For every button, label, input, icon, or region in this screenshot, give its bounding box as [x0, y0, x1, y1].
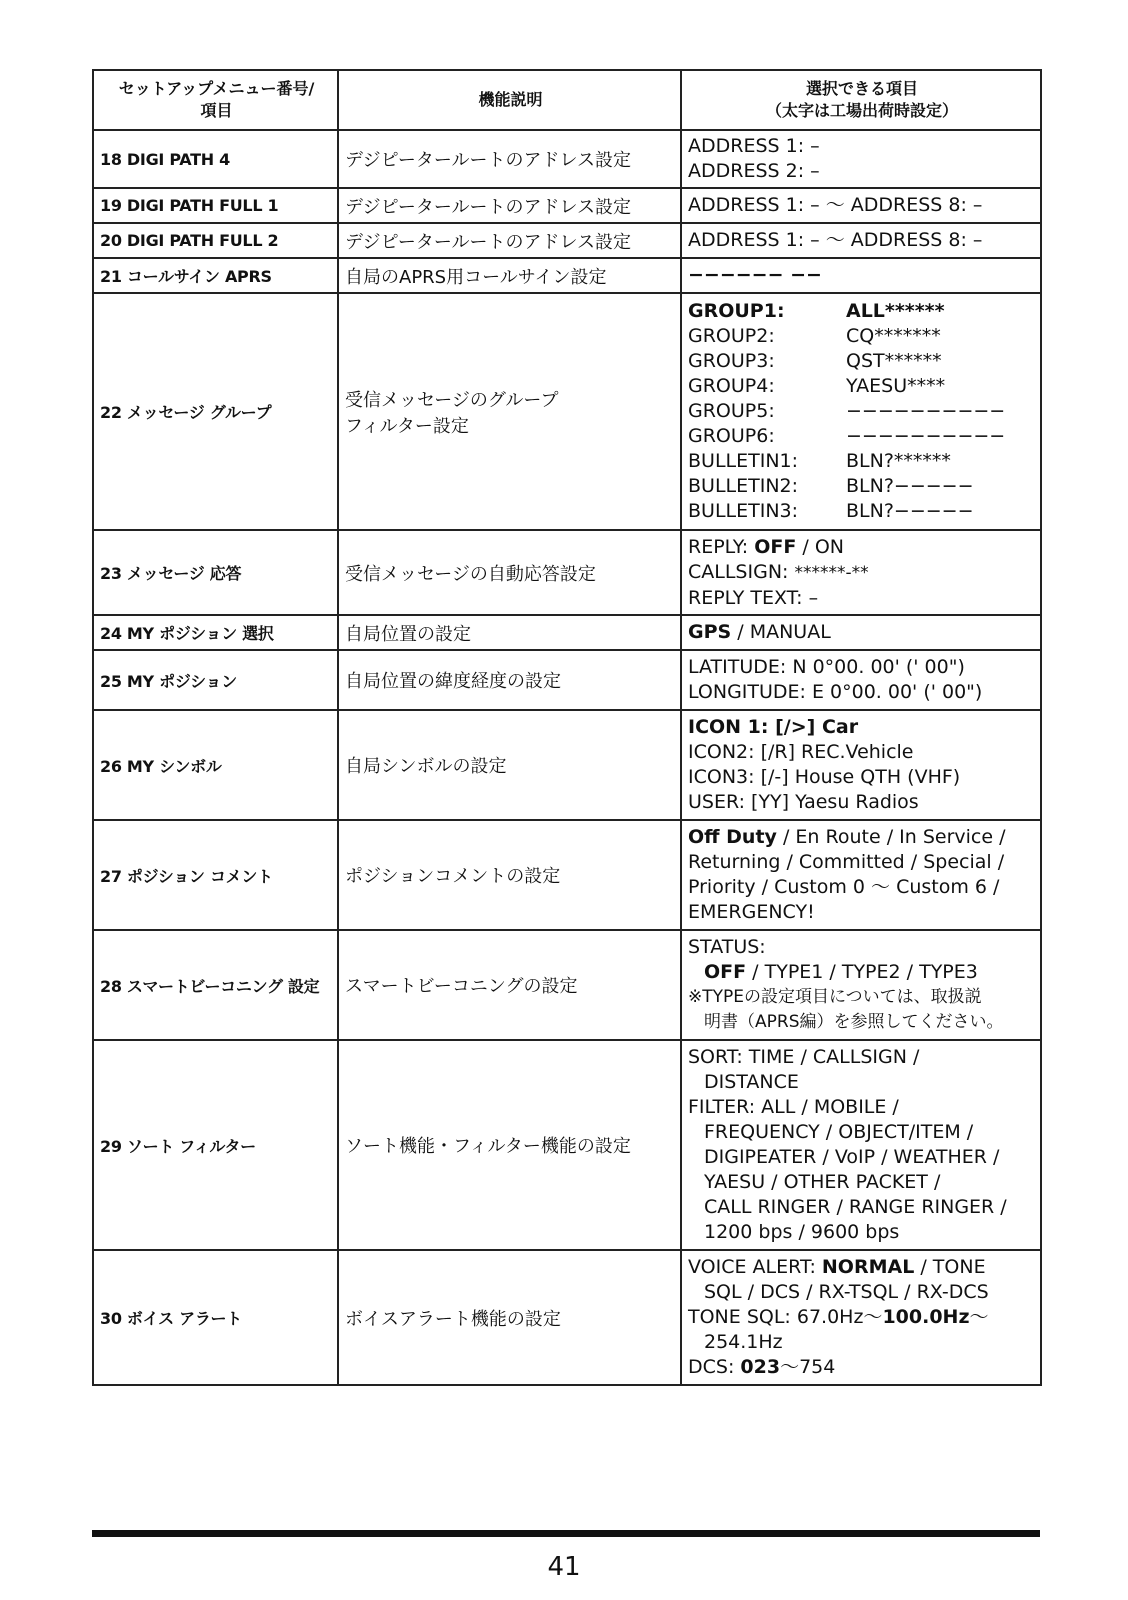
menu-item-options: VOICE ALERT: NORMAL / TONE SQL / DCS / RX-TSQL / RX-DCS TONE SQL: 67.0Hz～100.0Hz～ 254.1Hz DCS: 023～754	[681, 1250, 1041, 1385]
header-menu-number: セットアップメニュー番号/ 項目	[93, 70, 338, 130]
table-row	[93, 1250, 1041, 1385]
setup-menu-table	[92, 69, 1042, 1386]
menu-item-description: ポジションコメントの設定	[338, 820, 681, 930]
menu-item-name: 30 ボイス アラート	[93, 1250, 338, 1385]
menu-item-options: ADDRESS 1: – ～ ADDRESS 8: –	[681, 223, 1041, 258]
table-row	[93, 930, 1041, 1040]
menu-item-options: Off Duty / En Route / In Service / Returning / Committed / Special / Priority / Custom 0 ～ Custom 6 / EMERGENCY!	[681, 820, 1041, 930]
menu-item-name: 19 DIGI PATH FULL 1	[93, 188, 338, 223]
menu-item-options: ADDRESS 1: – ADDRESS 2: –	[681, 130, 1041, 188]
table-row	[93, 188, 1041, 223]
page-number: 41	[547, 1552, 581, 1582]
menu-item-description: 自局のAPRS用コールサイン設定	[338, 258, 681, 293]
menu-item-name: 21 コールサイン APRS	[93, 258, 338, 293]
table-row	[93, 130, 1041, 188]
table-row	[93, 258, 1041, 293]
menu-item-description: スマートビーコニングの設定	[338, 930, 681, 1040]
menu-item-name: 20 DIGI PATH FULL 2	[93, 223, 338, 258]
menu-item-description: 自局シンボルの設定	[338, 710, 681, 820]
header-options: 選択できる項目 （太字は工場出荷時設定）	[681, 70, 1041, 130]
menu-item-name: 26 MY シンボル	[93, 710, 338, 820]
footer-divider	[92, 1530, 1040, 1537]
table-row	[93, 223, 1041, 258]
menu-item-description: デジピータールートのアドレス設定	[338, 223, 681, 258]
menu-item-description: 自局位置の設定	[338, 615, 681, 650]
menu-item-name: 24 MY ポジション 選択	[93, 615, 338, 650]
table-row	[93, 615, 1041, 650]
menu-item-name: 25 MY ポジション	[93, 650, 338, 710]
table-row	[93, 820, 1041, 930]
table-row	[93, 710, 1041, 820]
menu-item-description: 受信メッセージのグループ フィルター設定	[338, 293, 681, 530]
menu-item-description: デジピータールートのアドレス設定	[338, 188, 681, 223]
menu-item-options	[681, 293, 1041, 530]
menu-item-options: GPS / MANUAL	[681, 615, 1041, 650]
menu-item-description: ソート機能・フィルター機能の設定	[338, 1040, 681, 1250]
menu-item-description: デジピータールートのアドレス設定	[338, 130, 681, 188]
menu-item-options: REPLY: OFF / ON CALLSIGN: ******-** REPLY TEXT: –	[681, 530, 1041, 615]
table-row	[93, 530, 1041, 615]
menu-item-options: LATITUDE: N 0°00. 00' (' 00") LONGITUDE: E 0°00. 00' (' 00")	[681, 650, 1041, 710]
header-description: 機能説明	[338, 70, 681, 130]
menu-item-options: ICON 1: [/>] Car ICON2: [/R] REC.Vehicle ICON3: [/-] House QTH (VHF) USER: [YY] Yaesu Radios	[681, 710, 1041, 820]
message-group-list: GROUP1: ALL****** GROUP2: CQ******* GROUP3: QST****** GROUP4: YAESU**** GROUP5: −−−−−−−−−− GROUP6: −−−−−−−−−− BULLETIN1: BLN?****** BULLETIN2: BLN?−−−−− BULLETIN3: BLN?−−−−−	[688, 300, 1006, 522]
menu-item-name: 29 ソート フィルター	[93, 1040, 338, 1250]
menu-item-options: −−−−−− −−	[681, 258, 1041, 293]
table-header-row	[93, 70, 1041, 130]
menu-item-name: 18 DIGI PATH 4	[93, 130, 338, 188]
table-row	[93, 1040, 1041, 1250]
menu-item-description: 自局位置の緯度経度の設定	[338, 650, 681, 710]
table-row	[93, 293, 1041, 530]
menu-item-options: SORT: TIME / CALLSIGN / DISTANCE FILTER: ALL / MOBILE / FREQUENCY / OBJECT/ITEM / DIGIPEATER / VoIP / WEATHER / YAESU / OTHER PACKET / CALL RINGER / RANGE RINGER / 1200 bps / 9600 bps	[681, 1040, 1041, 1250]
menu-item-name: 27 ポジション コメント	[93, 820, 338, 930]
menu-item-name: 22 メッセージ グループ	[93, 293, 338, 530]
menu-item-description: 受信メッセージの自動応答設定	[338, 530, 681, 615]
menu-item-options: STATUS: OFF / TYPE1 / TYPE2 / TYPE3 ※TYPEの設定項目については、取扱説 明書（APRS編）を参照してください。	[681, 930, 1041, 1040]
menu-item-name: 23 メッセージ 応答	[93, 530, 338, 615]
table-row	[93, 650, 1041, 710]
menu-item-options: ADDRESS 1: – ～ ADDRESS 8: –	[681, 188, 1041, 223]
menu-item-name: 28 スマートビーコニング 設定	[93, 930, 338, 1040]
menu-item-description: ボイスアラート機能の設定	[338, 1250, 681, 1385]
